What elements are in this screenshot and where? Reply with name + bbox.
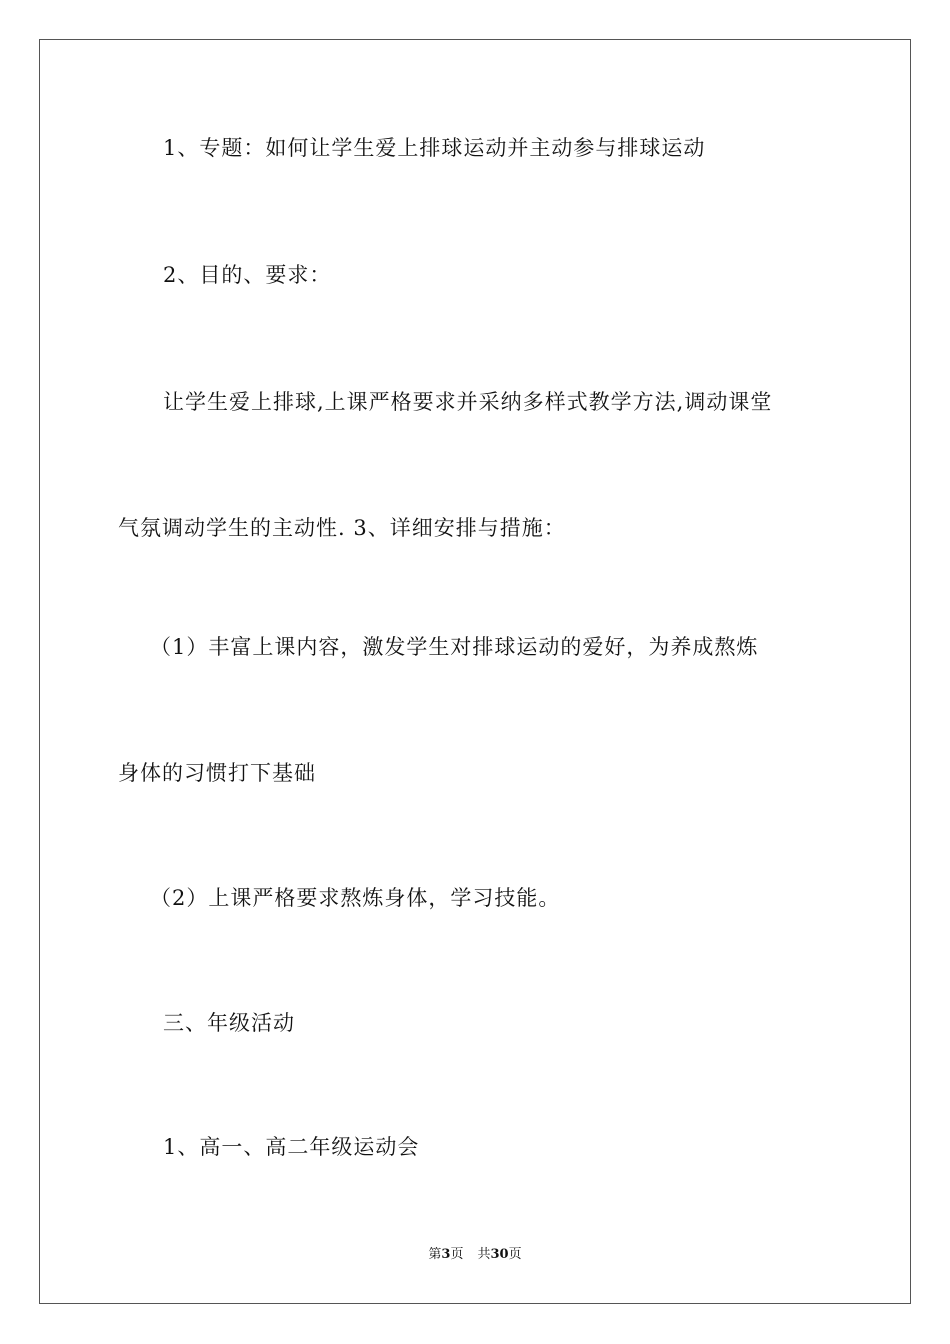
paragraph-measure-1: （1）丰富上课内容，激发学生对排球运动的爱好，为养成熬炼: [150, 635, 759, 659]
footer-total-prefix: 共: [477, 1247, 491, 1262]
paragraph-topic: 1、专题：如何让学生爱上排球运动并主动参与排球运动: [163, 136, 706, 160]
section-heading-grade-activities: 三、年级活动: [163, 1011, 295, 1035]
paragraph-purpose-heading: 2、目的、要求：: [163, 263, 332, 287]
paragraph-measure-2: （2）上课严格要求熬炼身体，学习技能。: [150, 886, 561, 910]
paragraph-purpose-body: 让学生爱上排球,上课严格要求并采纳多样式教学方法,调动课堂: [163, 390, 773, 414]
footer-total-suffix: 页: [508, 1247, 522, 1262]
paragraph-purpose-body-cont: 气氛调动学生的主动性. 3、详细安排与措施：: [118, 516, 566, 540]
page-border: [39, 39, 911, 1304]
footer-page-prefix: 第: [428, 1247, 442, 1262]
paragraph-measure-1-cont: 身体的习惯打下基础: [118, 761, 316, 785]
page-footer: [0, 1246, 950, 1264]
footer-page-suffix: 页: [450, 1247, 464, 1262]
paragraph-sports-meet: 1、高一、高二年级运动会: [163, 1135, 420, 1159]
footer-total-pages: 30: [490, 1247, 509, 1262]
footer-page-number: 3: [441, 1247, 451, 1262]
